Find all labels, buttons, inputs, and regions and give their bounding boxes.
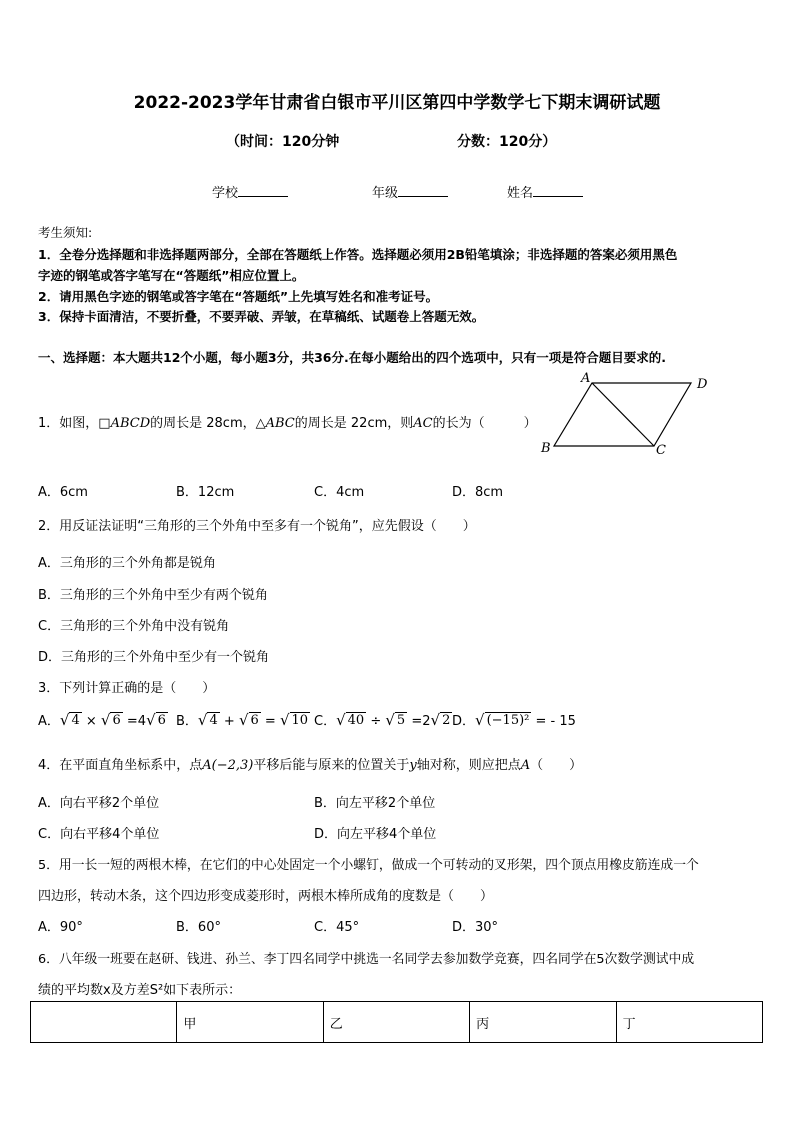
radicand: 40: [347, 713, 365, 728]
question-5-line-1: 5．用一长一短的两根木棒，在它们的中心处固定一个小螺钉，做成一个可转动的叉形架，四个顶点用橡皮筋连成一个: [38, 858, 699, 873]
page-title: 2022-2023学年甘肃省白银市平川区第四中学数学七下期末调研试题: [133, 93, 661, 113]
q4-point-a: A: [520, 758, 531, 773]
sqrt-expr: √ 2: [430, 711, 451, 729]
q4-text: 4．在平面直角坐标系中，点: [38, 758, 203, 773]
q4-option-c[interactable]: C．向右平移4个单位: [38, 827, 160, 842]
radicand: 2: [442, 713, 451, 728]
sqrt-expr: √ 10: [279, 711, 309, 729]
radicand: 6: [112, 713, 121, 728]
q4-option-b[interactable]: B．向左平移2个单位: [314, 796, 436, 811]
q4-text: 轴对称，则应把点: [416, 758, 521, 773]
q3-option-b[interactable]: [176, 710, 310, 729]
q5-option-a[interactable]: A．90°: [38, 920, 83, 935]
diagonal-ac: [592, 383, 654, 446]
option-letter: D．: [452, 714, 476, 729]
table-header-cell: 甲: [177, 1002, 323, 1043]
sqrt-expr: √ 6: [146, 711, 166, 729]
option-letter: C．: [314, 714, 337, 729]
question-5-line-2: 四边形，转动木条，这个四边形变成菱形时，两根木棒所成角的度数是（ ）: [38, 889, 494, 904]
note-line-4: 3．保持卡面清洁，不要折叠，不要弄破、弄皱，在草稿纸、试题卷上答题无效。: [38, 309, 485, 324]
sqrt-expr: √ (−15)²: [475, 711, 530, 729]
q3-option-a[interactable]: [38, 710, 168, 729]
equals: =: [260, 714, 280, 729]
school-field: [212, 182, 288, 201]
q1-option-b[interactable]: B．12cm: [176, 485, 235, 500]
note-line-1: 1．全卷分选择题和非选择题两部分，全部在答题纸上作答。选择题必须用2B铅笔填涂；非选择题的答案必须用黑色: [38, 247, 678, 262]
table-header-cell: 乙: [323, 1002, 469, 1043]
equals: =4: [122, 714, 147, 729]
q1-parallelogram: □ABCD: [98, 416, 151, 431]
table-row: [31, 1002, 763, 1043]
sqrt-expr: √ 4: [59, 711, 80, 729]
sqrt-expr: √ 6: [238, 711, 259, 729]
question-1: [38, 412, 537, 431]
q4-option-d[interactable]: D．向左平移4个单位: [314, 827, 437, 842]
note-line-3: 2．请用黑色字迹的钢笔或答字笔在“答题纸”上先填写姓名和准考证号。: [38, 289, 439, 304]
sqrt-expr: √ 5: [385, 711, 406, 729]
question-6-line-2: 绩的平均数x及方差S²如下表所示：: [38, 983, 242, 998]
question-2: 2．用反证法证明“三角形的三个外角中至多有一个锐角”，应先假设（ ）: [38, 519, 476, 534]
radicand: 5: [396, 713, 406, 728]
exam-score: 分数：120分）: [457, 134, 557, 150]
name-blank: [533, 184, 583, 197]
radicand: 4: [209, 713, 218, 728]
grade-label: 年级: [372, 186, 399, 201]
q1-option-d[interactable]: D．8cm: [452, 485, 504, 500]
q5-option-d[interactable]: D．30°: [452, 920, 499, 935]
q2-option-c[interactable]: C．三角形的三个外角中没有锐角: [38, 619, 230, 634]
q1-text: 的长为（ ）: [432, 416, 537, 431]
q3-option-d[interactable]: [452, 710, 576, 729]
q1-triangle: △ABC: [255, 416, 295, 431]
vertex-label-a: A: [581, 371, 591, 386]
q3-option-c[interactable]: [314, 710, 452, 729]
name-label: 姓名: [507, 186, 534, 201]
radicand: 10: [291, 713, 309, 728]
school-label: 学校: [212, 186, 239, 201]
equals: =2: [407, 714, 431, 729]
q5-option-c[interactable]: C．45°: [314, 920, 360, 935]
note-line-2: 字迹的钢笔或答字笔写在“答题纸”相应位置上。: [38, 268, 305, 283]
q4-text: （ ）: [530, 758, 583, 773]
option-letter: A．: [38, 714, 60, 729]
question-4: [38, 754, 582, 773]
table-header-cell: 丙: [470, 1002, 616, 1043]
radicand: (−15)²: [486, 713, 530, 728]
q4-option-a[interactable]: A．向右平移2个单位: [38, 796, 160, 811]
q4-point: A(−2,3): [202, 758, 254, 773]
q1-option-a[interactable]: A．6cm: [38, 485, 88, 500]
option-letter: B．: [176, 714, 198, 729]
q2-option-d[interactable]: D．三角形的三个外角中至少有一个锐角: [38, 650, 270, 665]
equals: = - 15: [531, 714, 576, 729]
school-blank: [238, 184, 288, 197]
q1-text: 的周长是 28cm，: [150, 416, 256, 431]
sqrt-expr: √ 40: [336, 711, 365, 729]
q1-text: 1．如图，: [38, 416, 99, 431]
grade-field: [372, 182, 448, 201]
name-field: [507, 182, 583, 201]
table-header-cell: [31, 1002, 177, 1043]
sqrt-expr: √ 6: [100, 711, 121, 729]
operator: ×: [81, 714, 101, 729]
radicand: 6: [250, 713, 259, 728]
q2-option-a[interactable]: A．三角形的三个外角都是锐角: [38, 556, 216, 571]
score-table: [30, 1001, 763, 1043]
parallelogram-figure: [536, 370, 726, 460]
sqrt-expr: √ 4: [197, 711, 218, 729]
operator: ÷: [366, 714, 386, 729]
q4-axis: y: [409, 758, 417, 773]
table-header-cell: 丁: [616, 1002, 762, 1043]
exam-time: （时间：120分钟: [226, 134, 340, 150]
section-heading: 一、选择题：本大题共12个小题，每小题3分，共36分.在每小题给出的四个选项中，只有一项是符合题目要求的.: [38, 350, 666, 365]
radicand: 4: [71, 713, 80, 728]
q1-option-c[interactable]: C．4cm: [314, 485, 365, 500]
q1-segment: AC: [413, 416, 433, 431]
question-3: 3．下列计算正确的是（ ）: [38, 681, 216, 696]
q2-option-b[interactable]: B．三角形的三个外角中至少有两个锐角: [38, 588, 268, 603]
q4-text: 平移后能与原来的位置关于: [253, 758, 410, 773]
grade-blank: [398, 184, 448, 197]
notes-title: 考生须知:: [38, 225, 93, 240]
radicand: 6: [157, 713, 166, 728]
q5-option-b[interactable]: B．60°: [176, 920, 221, 935]
vertex-label-b: B: [541, 441, 551, 456]
vertex-label-c: C: [656, 443, 666, 458]
q1-text: 的周长是 22cm，则: [294, 416, 414, 431]
question-6-line-1: 6．八年级一班要在赵研、钱进、孙兰、李丁四名同学中挑选一名同学去参加数学竞赛，四名同学在5次数学测试中成: [38, 952, 695, 967]
vertex-label-d: D: [697, 377, 708, 392]
operator: +: [219, 714, 239, 729]
